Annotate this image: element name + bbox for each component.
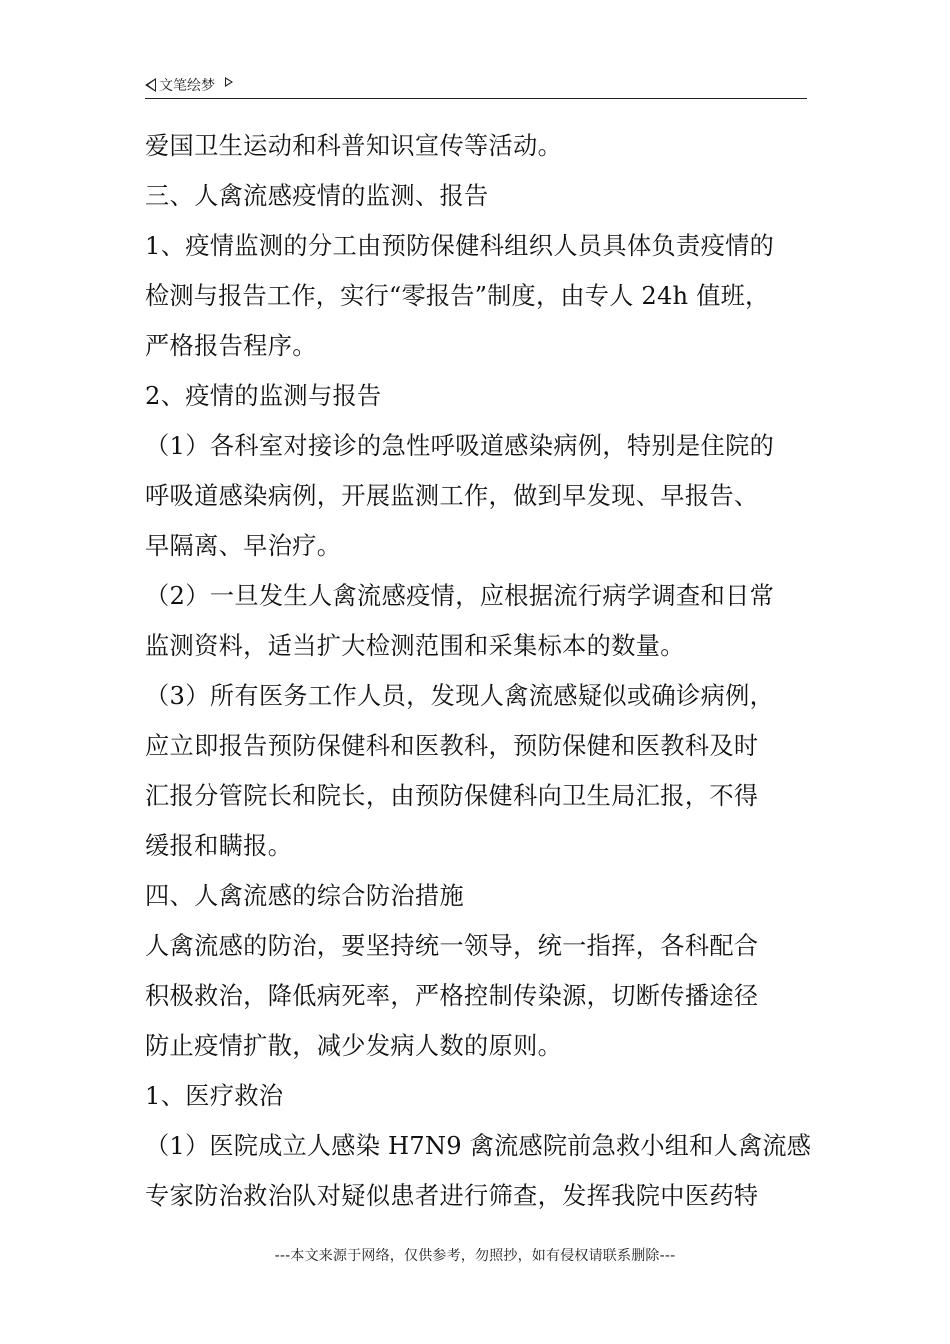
body-line: （2）一旦发生人禽流感疫情，应根据流行病学调查和日常	[145, 582, 775, 610]
body-line: 人禽流感的防治，要坚持统一领导，统一指挥，各科配合	[145, 932, 759, 960]
body-line: 呼吸道感染病例，开展监测工作，做到早发现、早报告、	[145, 482, 759, 510]
body-line: 防止疫情扩散，减少发病人数的原则。	[145, 1032, 563, 1060]
body-line: （1）医院成立人感染 H7N9 禽流感院前急救小组和人禽流感	[145, 1132, 812, 1160]
body-line: （1）各科室对接诊的急性呼吸道感染病例，特别是住院的	[145, 432, 775, 460]
body-line: （3）所有医务工作人员，发现人禽流感疑似或确诊病例，	[145, 682, 775, 710]
triangle-left-icon	[145, 78, 156, 92]
body-line: 专家防治救治队对疑似患者进行筛查，发挥我院中医药特	[145, 1182, 759, 1210]
header-brand	[145, 74, 233, 96]
section-heading: 三、人禽流感疫情的监测、报告	[145, 182, 489, 210]
page-header	[145, 72, 807, 99]
body-line: 汇报分管院长和院长，由预防保健科向卫生局汇报，不得	[145, 782, 759, 810]
body-line: 爱国卫生运动和科普知识宣传等活动。	[145, 132, 563, 160]
body-line: 严格报告程序。	[145, 332, 317, 360]
header-brand-text: 文笔绘梦	[159, 78, 215, 94]
body-line: 1、疫情监测的分工由预防保健科组织人员具体负责疫情的	[145, 232, 775, 260]
body-line: 早隔离、早治疗。	[145, 532, 342, 560]
body-line: 积极救治，降低病死率，严格控制传染源，切断传播途径	[145, 982, 759, 1010]
document-body	[145, 121, 810, 1221]
body-line: 缓报和瞒报。	[145, 832, 293, 860]
body-line: 应立即报告预防保健科和医教科，预防保健和医教科及时	[145, 732, 759, 760]
triangle-right-icon	[225, 77, 233, 87]
body-line: 监测资料，适当扩大检测范围和采集标本的数量。	[145, 632, 685, 660]
subsection-heading: 2、疫情的监测与报告	[145, 382, 382, 410]
footer-notice: ---本文来源于网络，仅供参考，勿照抄，如有侵权请联系删除---	[274, 1248, 676, 1264]
section-heading: 四、人禽流感的综合防治措施	[145, 882, 464, 910]
body-line: 检测与报告工作，实行“零报告”制度，由专人 24h 值班，	[145, 282, 770, 310]
subsection-heading: 1、医疗救治	[145, 1082, 284, 1110]
